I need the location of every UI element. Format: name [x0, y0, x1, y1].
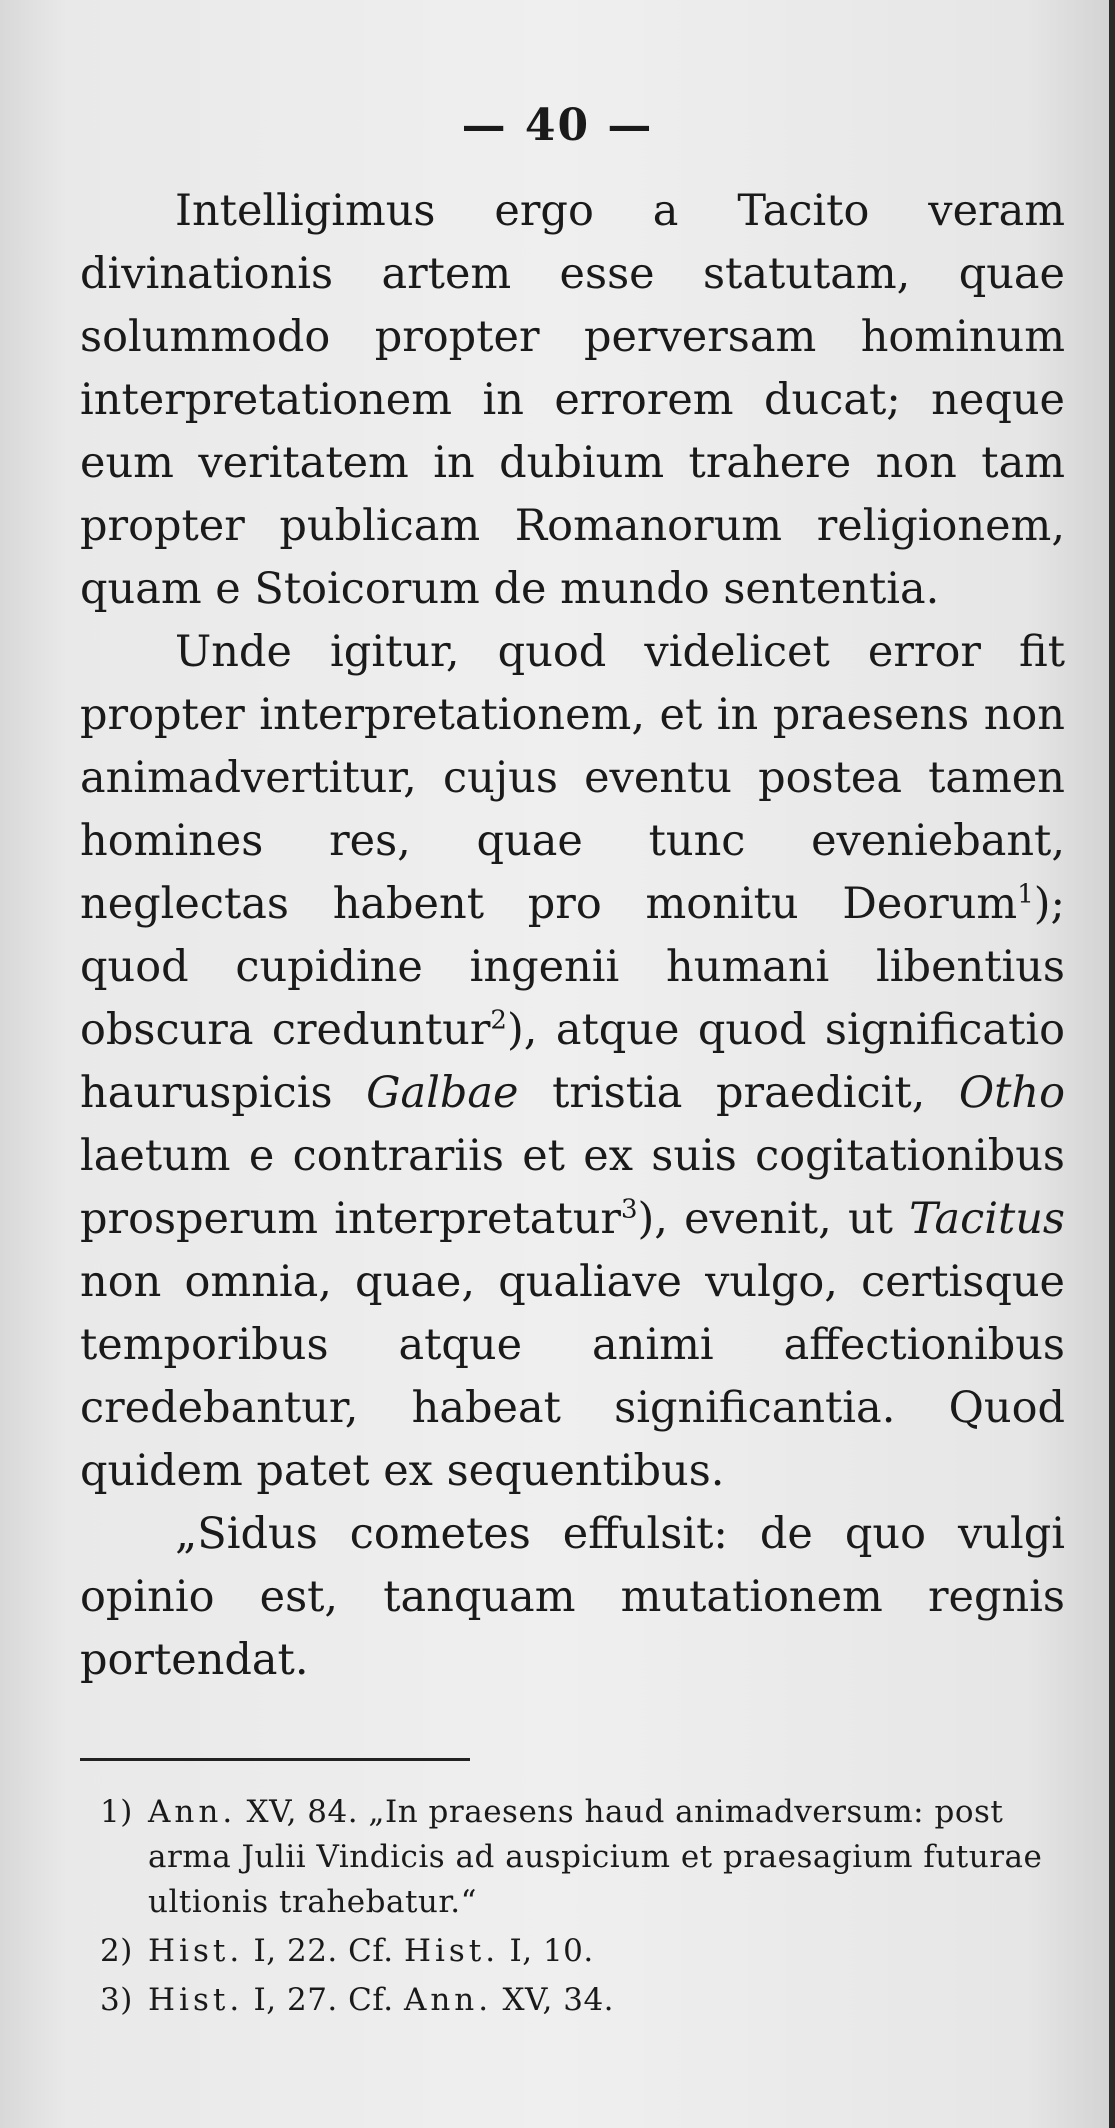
- footnote-divider: [80, 1758, 470, 1761]
- footnote-source: Hist.: [148, 1982, 244, 2018]
- footnote-ref-1[interactable]: 1: [1017, 879, 1034, 910]
- main-text: [80, 180, 1065, 1692]
- footnote-text: XV, 84. „In praesens haud animadversum: post arma Julii Vindicis ad auspicium et praesagium futurae ultionis trahebatur.“: [148, 1794, 1043, 1920]
- paragraph-2-segment: ), evenit, ut: [637, 1194, 910, 1244]
- page-edge: [1109, 0, 1115, 2128]
- footnotes: [100, 1790, 1065, 2027]
- footnote-1: [100, 1790, 1065, 1925]
- footnote-source: Ann.: [148, 1794, 237, 1830]
- paragraph-1: Intelligimus ergo a Tacito veram divinationis artem esse statutam, quae solummodo propter perversam hominum interpretationem in errorem ducat; neque eum veritatem in dubium trahere non tam propter publicam Romanorum religionem, quam e Stoicorum de mundo sententia.: [80, 186, 1065, 614]
- paragraph-2-segment: laetum e contrariis et ex suis cogitationibus prosperum interpretatur: [80, 1131, 1065, 1244]
- footnote-text: I, 22. Cf.: [253, 1933, 394, 1969]
- footnote-text: I, 27. Cf.: [253, 1982, 394, 2018]
- italic-name-otho: Otho: [958, 1068, 1065, 1118]
- paragraph-2-segment: tristia praedicit,: [518, 1068, 959, 1118]
- paragraph-2: [80, 621, 1065, 1503]
- footnote-text: I, 10.: [509, 1933, 594, 1969]
- footnote-source: Ann.: [403, 1982, 493, 2018]
- footnote-source: Hist.: [148, 1933, 244, 1969]
- footnote-number: 3): [100, 1982, 133, 2018]
- italic-name-galbae: Galbae: [366, 1068, 519, 1118]
- paragraph-2-segment: ), atque quod significatio hauruspicis: [80, 1005, 1065, 1118]
- paragraph-2-segment: Unde igitur, quod videlicet error fit propter interpretationem, et in praesens non animadvertitur, cujus eventu postea tamen homines res, quae tunc eveniebant, neglectas habent pro monitu Deorum: [80, 627, 1065, 929]
- footnote-number: 2): [100, 1933, 133, 1969]
- footnote-source: Hist.: [403, 1933, 500, 1969]
- footnote-3: [100, 1978, 1065, 2023]
- footnote-ref-3[interactable]: 3: [620, 1194, 638, 1225]
- footnote-number: 1): [100, 1794, 133, 1830]
- paragraph-3: „Sidus cometes effulsit: de quo vulgi opinio est, tanquam mutationem regnis portendat.: [80, 1509, 1065, 1685]
- footnote-ref-2[interactable]: 2: [490, 1005, 507, 1036]
- paragraph-2-segment: non omnia, quae, qualiave vulgo, certisque temporibus atque animi affectionibus credebantur, habeat significantia. Quod quidem patet ex sequentibus.: [80, 1257, 1065, 1496]
- italic-name-tacitus: Tacitus: [909, 1194, 1065, 1244]
- paragraph-2-segment: ); quod cupidine ingenii humani libentius obscura creduntur: [80, 879, 1065, 1055]
- footnote-text: XV, 34.: [502, 1982, 615, 2018]
- page-number: — 40 —: [461, 100, 654, 151]
- footnote-2: [100, 1929, 1065, 1974]
